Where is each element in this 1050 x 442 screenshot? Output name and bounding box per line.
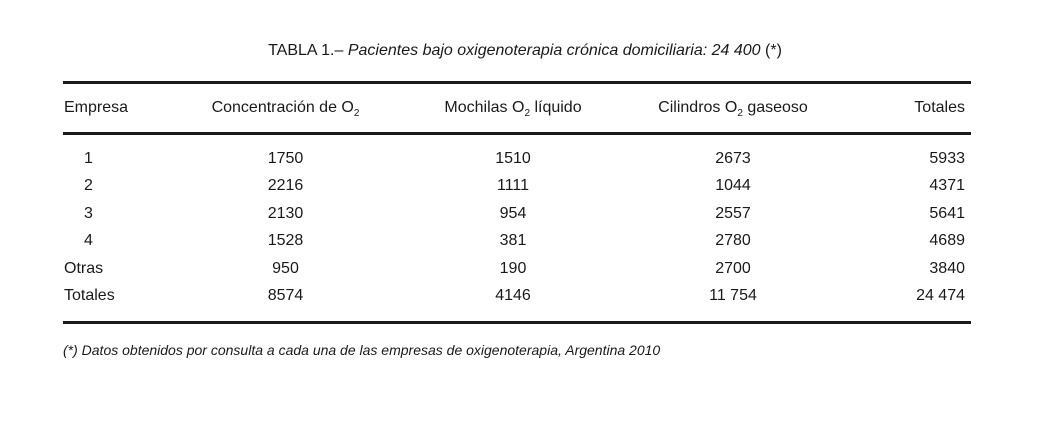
header-cilindros-subscript: 2: [737, 108, 743, 119]
cell-empresa: 3: [84, 204, 93, 222]
cell-totales: 4689: [929, 232, 965, 250]
table-header-row: [63, 84, 971, 132]
header-cilindros-text: Cilindros O: [658, 99, 738, 116]
header-empresa: Empresa: [64, 99, 129, 116]
cell-cilindros: 2673: [715, 149, 751, 167]
header-mochilas-subscript: 2: [524, 108, 530, 119]
cell-mochilas: 4146: [495, 287, 531, 305]
cell-totales: 24 474: [916, 287, 965, 305]
table-bottom-rule: [63, 321, 971, 324]
cell-mochilas: 381: [499, 232, 527, 250]
cell-mochilas: 1111: [496, 177, 530, 195]
cell-totales: 4371: [929, 177, 965, 195]
cell-empresa: Otras: [64, 259, 104, 277]
cell-totales: 3840: [929, 259, 965, 277]
table-footnote: (*) Datos obtenidos por consulta a cada una de las empresas de oxigenoterapia, Argentina 2010: [63, 342, 661, 358]
header-concentracion-text: Concentración de O: [211, 99, 354, 116]
cell-concentracion: 1528: [267, 232, 304, 250]
cell-mochilas: 954: [499, 204, 527, 222]
cell-mochilas: 1510: [495, 149, 531, 167]
table-row: [63, 200, 971, 228]
cell-empresa: Totales: [64, 287, 115, 305]
cell-cilindros: 2557: [715, 204, 751, 222]
cell-cilindros: 11 754: [709, 287, 757, 305]
cell-mochilas: 190: [499, 259, 527, 277]
header-totales: Totales: [914, 99, 965, 116]
caption-label: TABLA 1.–: [268, 42, 344, 59]
header-mochilas-text: Mochilas O: [444, 99, 525, 116]
caption-title: Pacientes bajo oxigenoterapia crónica domiciliaria: 24 400: [347, 42, 761, 59]
cell-totales: 5933: [929, 149, 965, 167]
cell-concentracion: 1750: [267, 149, 304, 167]
cell-concentracion: 8574: [267, 287, 304, 305]
table-totals-row: [63, 283, 971, 311]
cell-empresa: 1: [84, 149, 93, 167]
table-row: [63, 173, 971, 201]
spacer-row: [63, 132, 971, 145]
header-mochilas-suffix: líquido: [530, 99, 582, 116]
header-concentracion: [158, 84, 413, 132]
cell-cilindros: 2780: [715, 232, 751, 250]
cell-concentracion: 950: [272, 259, 299, 277]
cell-empresa: 4: [84, 232, 93, 250]
patients-table: [63, 84, 971, 310]
table-row: [63, 228, 971, 256]
header-mochilas: [413, 84, 613, 132]
spacer-cell: [63, 132, 971, 145]
cell-cilindros: 2700: [715, 259, 751, 277]
cell-concentracion: 2130: [267, 204, 304, 222]
header-concentracion-subscript: 2: [353, 108, 360, 119]
table-row: [63, 145, 971, 173]
table-row: [63, 255, 971, 283]
header-cilindros: [613, 84, 853, 132]
header-cilindros-suffix: gaseoso: [742, 99, 808, 116]
cell-empresa: 2: [84, 177, 93, 195]
caption-marker: (*): [765, 42, 782, 59]
cell-cilindros: 1044: [715, 177, 751, 195]
cell-totales: 5641: [929, 204, 965, 222]
table-caption: [0, 41, 1050, 61]
cell-concentracion: 2216: [267, 177, 304, 195]
